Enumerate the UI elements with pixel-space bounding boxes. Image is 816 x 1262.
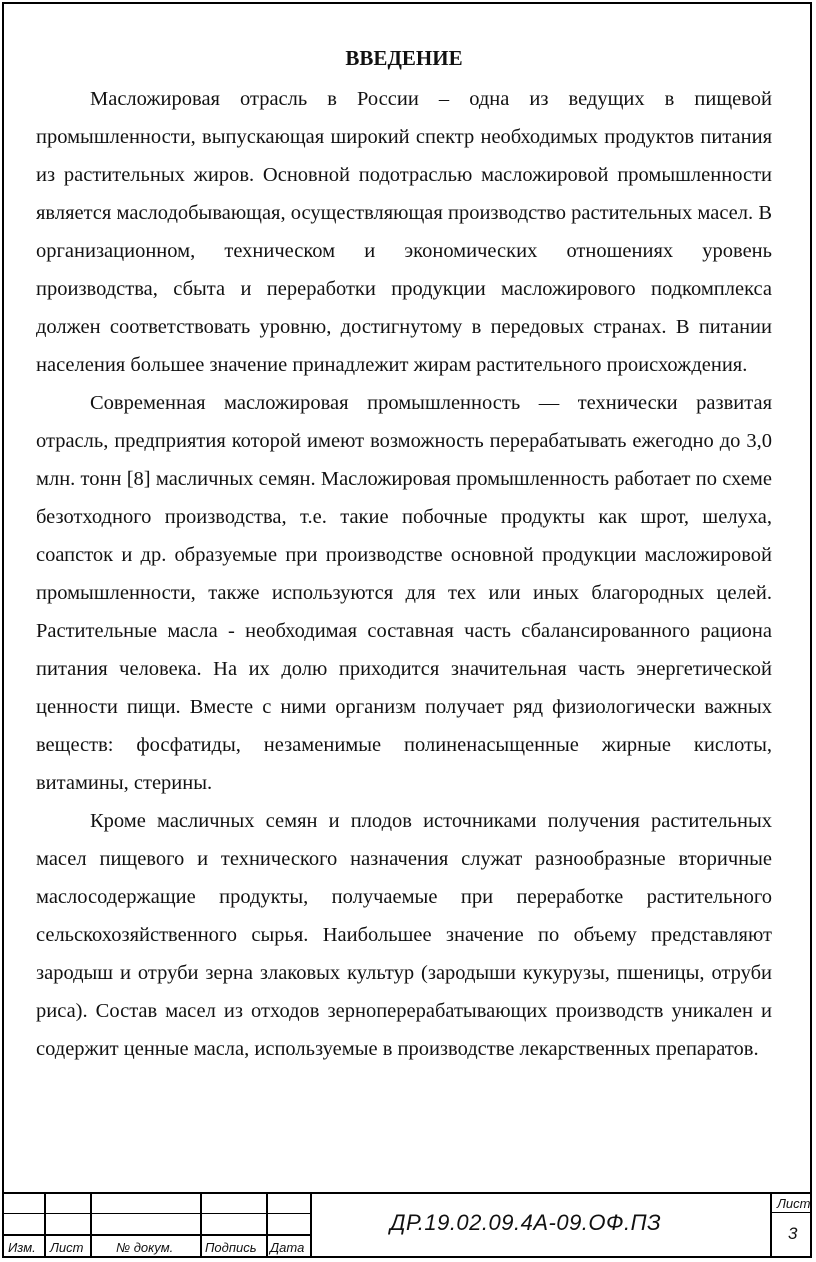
stamp-divider xyxy=(310,1194,312,1258)
stamp-divider xyxy=(90,1194,92,1258)
stamp-divider xyxy=(266,1194,268,1258)
stamp-divider xyxy=(44,1194,46,1258)
document-code: ДР.19.02.09.4А-09.ОФ.ПЗ xyxy=(390,1210,662,1235)
stamp-label-doc-number: № докум. xyxy=(116,1240,174,1255)
stamp-row-line xyxy=(770,1212,812,1213)
paragraph-1: Масложировая отрасль в России – одна из ведущих в пищевой промышленности, выпускающая широкий спектр необходимых продуктов питания из растительных жиров. Основной подотраслью масложировой промышленности является маслодобывающая, осуществляющая производство растительных масел. В организационном, техническом и экономических отношениях уровень производства, сбыта и переработки продукции масложирового подкомплекса должен соответствовать уровню, достигнутому в передовых странах. В питании населения большее значение принадлежит жирам растительного происхождения. xyxy=(36,88,772,376)
sheet-number: 3 xyxy=(788,1224,798,1243)
stamp-label-signature: Подпись xyxy=(205,1240,257,1255)
stamp-divider xyxy=(770,1194,772,1258)
stamp-row-line xyxy=(2,1234,310,1236)
stamp-label-list: Лист xyxy=(50,1240,84,1255)
document-title: ВВЕДЕНИЕ xyxy=(345,46,463,70)
paragraph-3: Кроме масличных семян и плодов источниками получения растительных масел пищевого и технического назначения служат разнообразные вторичные маслосодержащие продукты, получаемые при переработке растительного сельскохозяйственного сырья. Наибольшее значение по объему представляют зародыш и отруби зерна злаковых культур (зародыши кукурузы, пшеницы, отруби риса). Состав масел из отходов зерноперерабатывающих производств уникален и содержит ценные масла, используемые в производстве лекарственных препаратов. xyxy=(36,810,772,1060)
stamp-label-izm: Изм. xyxy=(8,1240,36,1255)
stamp-label-date: Дата xyxy=(270,1240,305,1255)
stamp-row-line xyxy=(2,1213,310,1214)
stamp-divider xyxy=(200,1194,202,1258)
paragraph-2: Современная масложировая промышленность — технически развитая отрасль, предприятия которой имеют возможность перерабатывать ежегодно до 3,0 млн. тонн [8] масличных семян. Масложировая промышленность работает по схеме безотходного производства, т.е. такие побочные продукты как шрот, шелуха, соапсток и др. образуемые при производстве основной продукции масложировой промышленности, также используются для тех или иных благородных целей. Растительные масла - необходимая составная часть сбалансированного рациона питания человека. На их долю приходится значительная часть энергетической ценности пищи. Вместе с ними организм получает ряд физиологически важных веществ: фосфатиды, незаменимые полиненасыщенные жирные кислоты, витамины, стерины. xyxy=(36,392,772,794)
title-block-stamp xyxy=(2,1192,812,1258)
document-body xyxy=(36,40,772,1068)
sheet-label: Лист xyxy=(777,1196,811,1211)
